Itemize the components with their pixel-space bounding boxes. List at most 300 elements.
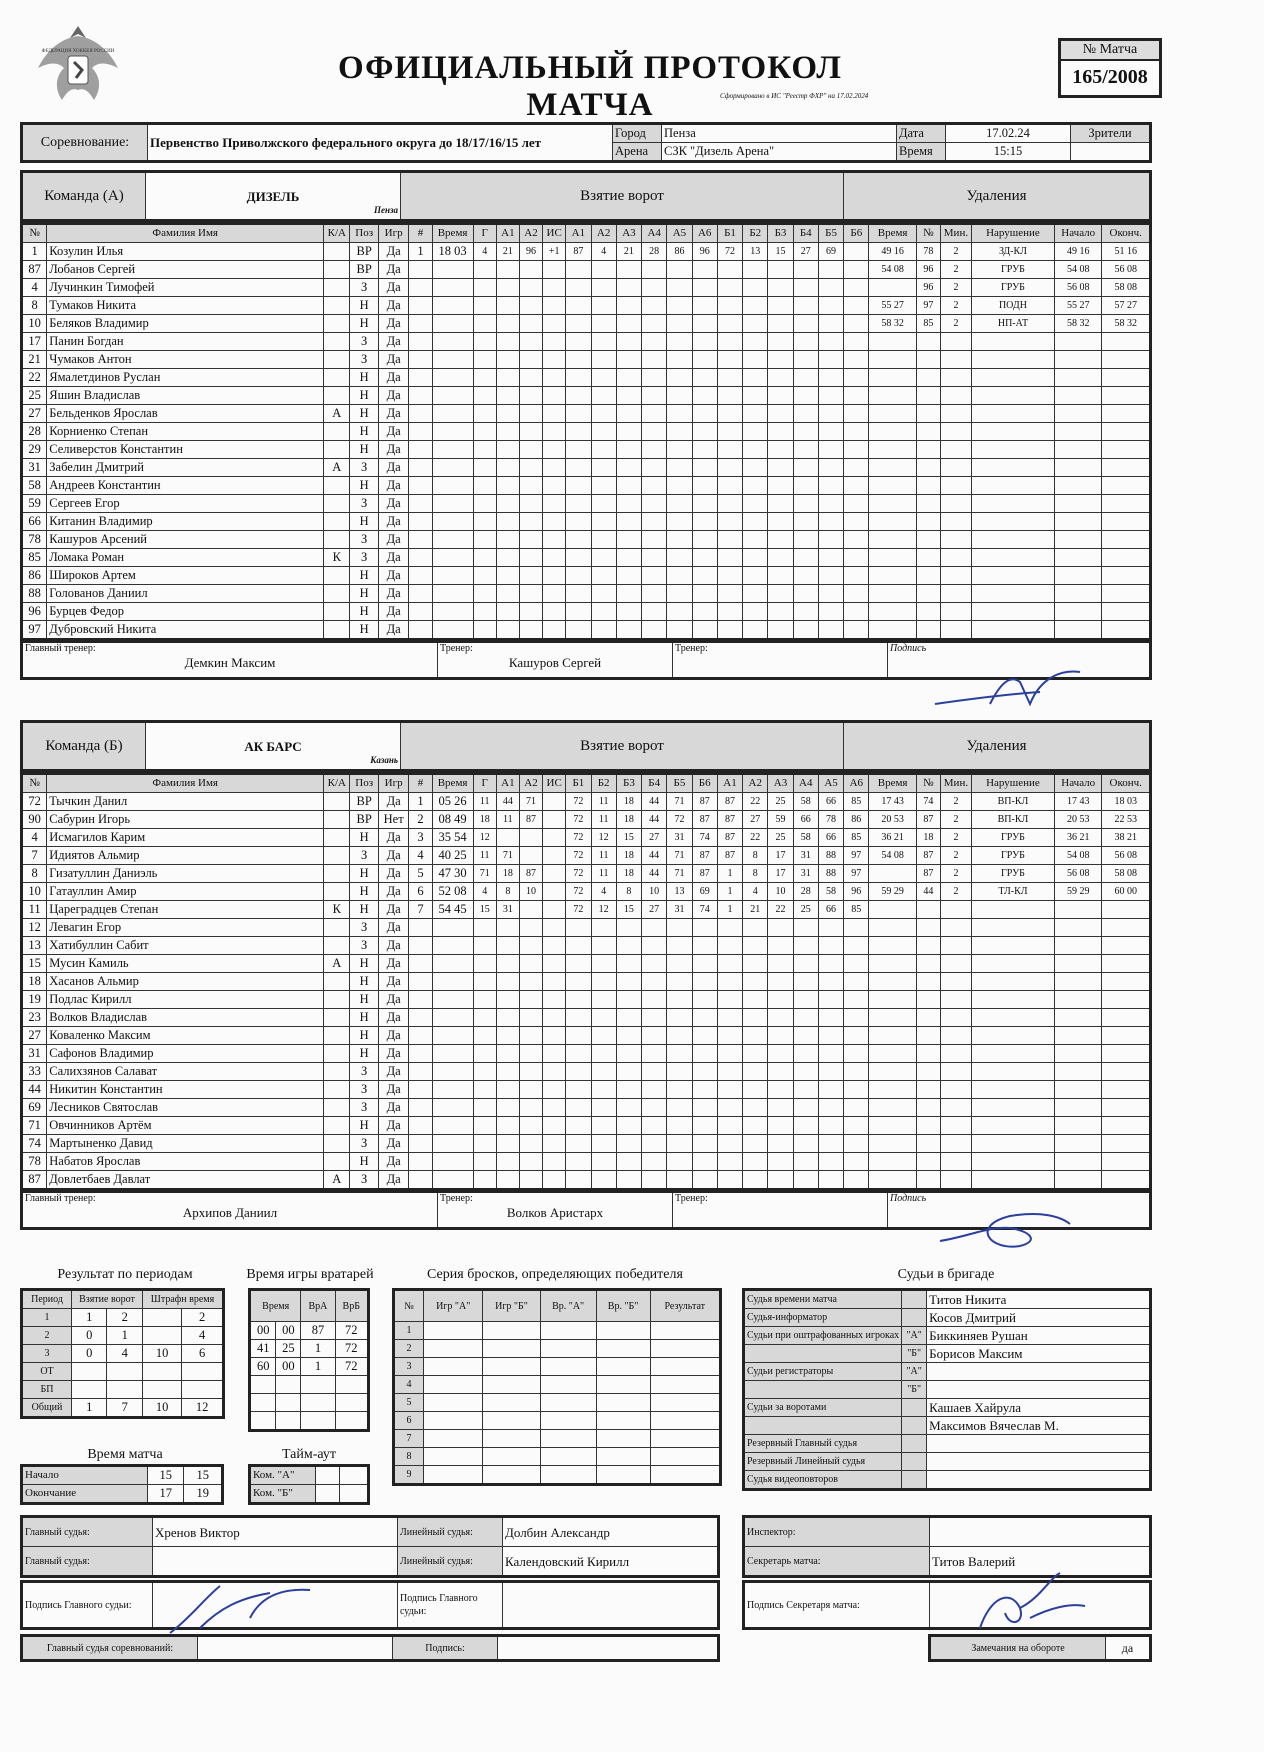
- period-name: БП: [22, 1381, 72, 1399]
- penalty-empty: [1055, 549, 1102, 567]
- goal-empty: [717, 279, 742, 297]
- period-value: 12: [182, 1399, 224, 1418]
- goal-empty: [717, 495, 742, 513]
- penalty-empty: [971, 423, 1054, 441]
- goal-empty: [496, 369, 519, 387]
- goal-empty: [692, 585, 717, 603]
- goal-empty: [591, 369, 616, 387]
- goal-empty: [642, 585, 667, 603]
- goal-empty: [496, 585, 519, 603]
- shootout-row: [394, 1322, 721, 1340]
- goal-empty: [844, 459, 869, 477]
- goal-empty: [692, 1027, 717, 1045]
- goal-empty: [818, 991, 843, 1009]
- goal-empty: [409, 1171, 432, 1190]
- penalty-empty: [941, 477, 972, 495]
- goal-onice: 58: [818, 883, 843, 901]
- match-time-title: Время матча: [87, 1447, 163, 1462]
- shootout-table: [392, 1288, 722, 1486]
- player-position: Н: [350, 1045, 378, 1063]
- goal-empty: [768, 1027, 793, 1045]
- player-row: [22, 387, 1151, 405]
- player-position: Н: [350, 865, 378, 883]
- player-number: 15: [22, 955, 47, 973]
- goal-empty: [667, 513, 692, 531]
- period-value: [142, 1327, 181, 1345]
- penalty-empty: [971, 1063, 1054, 1081]
- goal-empty: [616, 603, 641, 621]
- official-tag: "А": [902, 1363, 927, 1381]
- player-name: Широков Артем: [47, 567, 324, 585]
- official-tag: "А": [902, 1327, 927, 1345]
- goal-empty: [432, 1045, 473, 1063]
- player-played: Да: [378, 549, 409, 567]
- player-role: [324, 1135, 350, 1153]
- penalty-empty: [971, 549, 1054, 567]
- player-name: Сафонов Владимир: [47, 1045, 324, 1063]
- period-value: [182, 1363, 224, 1381]
- goal-empty: [793, 1063, 818, 1081]
- player-played: Да: [378, 1099, 409, 1117]
- goal-empty: [566, 351, 591, 369]
- penalty-minutes: 2: [941, 243, 972, 261]
- goal-empty: [543, 549, 566, 567]
- player-row: [22, 603, 1151, 621]
- player-name: Овчинников Артём: [47, 1117, 324, 1135]
- penalty-start: 56 08: [1055, 279, 1102, 297]
- player-position: ВР: [350, 261, 378, 279]
- linesman-label-1: Линейный судья:: [398, 1517, 503, 1547]
- official-row: [744, 1309, 1151, 1327]
- goal-empty: [543, 441, 566, 459]
- goal-empty: [692, 1063, 717, 1081]
- player-row: [22, 315, 1151, 333]
- goal-empty: [768, 441, 793, 459]
- player-number: 22: [22, 369, 47, 387]
- player-row: [22, 1027, 1151, 1045]
- goal-empty: [793, 1045, 818, 1063]
- goal-empty: [566, 1063, 591, 1081]
- goal-empty: [743, 1117, 768, 1135]
- team-b-penalties-title: Удаления: [844, 722, 1151, 771]
- goal-onice: 17: [768, 865, 793, 883]
- penalty-empty: [941, 513, 972, 531]
- goal-empty: [793, 1027, 818, 1045]
- shootout-row: [394, 1448, 721, 1466]
- goal-empty: [409, 1117, 432, 1135]
- penalty-empty: [869, 603, 916, 621]
- head-coach-name: Архипов Даниил: [182, 1205, 278, 1220]
- goal-empty: [667, 1153, 692, 1171]
- goal-empty: [844, 297, 869, 315]
- penalty-time: 49 16: [869, 243, 916, 261]
- player-role: [324, 369, 350, 387]
- goal-empty: [717, 585, 742, 603]
- goal-onice: 21: [743, 901, 768, 919]
- main-referee-name-2: [153, 1547, 398, 1577]
- goal-empty: [566, 459, 591, 477]
- goalie-value: 00: [276, 1322, 301, 1340]
- goal-onice: 97: [844, 847, 869, 865]
- goal-empty: [543, 387, 566, 405]
- goal-empty: [473, 1171, 496, 1190]
- goal-empty: [818, 423, 843, 441]
- goal-empty: [519, 919, 542, 937]
- goal-onice: 1: [717, 883, 742, 901]
- player-position: Н: [350, 603, 378, 621]
- player-position: З: [350, 351, 378, 369]
- goal-empty: [692, 1153, 717, 1171]
- shootout-cell: [650, 1412, 720, 1430]
- team-b-head-coach-cell: [22, 1192, 438, 1229]
- goal-empty: [793, 423, 818, 441]
- shootout-cell: [540, 1340, 596, 1358]
- penalty-empty: [941, 1045, 972, 1063]
- goal-empty: [566, 603, 591, 621]
- shootout-cell: [650, 1322, 720, 1340]
- player-name: Лобанов Сергей: [47, 261, 324, 279]
- penalty-empty: [916, 1081, 940, 1099]
- date-value: 17.02.24: [946, 124, 1071, 143]
- goal-empty: [818, 919, 843, 937]
- goal-empty: [519, 513, 542, 531]
- player-number: 96: [22, 603, 47, 621]
- goalie-value: [276, 1394, 301, 1412]
- player-number: 90: [22, 811, 47, 829]
- player-played: Да: [378, 531, 409, 549]
- official-row: [744, 1345, 1151, 1363]
- goal-empty: [591, 477, 616, 495]
- player-name: Набатов Ярослав: [47, 1153, 324, 1171]
- goal-empty: [667, 991, 692, 1009]
- penalty-empty: [971, 1117, 1054, 1135]
- player-name: Коваленко Максим: [47, 1027, 324, 1045]
- goal-empty: [473, 1027, 496, 1045]
- penalty-empty: [916, 1171, 940, 1190]
- official-tag: "Б": [902, 1381, 927, 1399]
- penalty-empty: [869, 973, 916, 991]
- generated-note: Сформировано в ИС "Реестр ФХР" на 17.02.2024: [720, 92, 869, 100]
- goal-empty: [543, 495, 566, 513]
- match-number-label: № Матча: [1061, 41, 1159, 61]
- goal-empty: [743, 1099, 768, 1117]
- goal-time: 40 25: [432, 847, 473, 865]
- goal-empty: [409, 1099, 432, 1117]
- goalie-value: 00: [276, 1358, 301, 1376]
- player-played: Да: [378, 459, 409, 477]
- official-row: [744, 1471, 1151, 1490]
- goal-empty: [692, 1099, 717, 1117]
- start-min: 15: [184, 1466, 223, 1485]
- player-number: 17: [22, 333, 47, 351]
- penalty-empty: [971, 531, 1054, 549]
- player-position: Н: [350, 901, 378, 919]
- goal-empty: [717, 333, 742, 351]
- official-row: [744, 1381, 1151, 1399]
- player-name: Тумаков Никита: [47, 297, 324, 315]
- goal-time: 08 49: [432, 811, 473, 829]
- goal-num: 5: [409, 865, 432, 883]
- goalie-value: [335, 1412, 368, 1431]
- period-row: [22, 1345, 224, 1363]
- penalty-empty: [1102, 1009, 1151, 1027]
- player-name: Андреев Константин: [47, 477, 324, 495]
- penalty-empty: [1055, 1135, 1102, 1153]
- goal-onice: 66: [818, 829, 843, 847]
- end-hour: 17: [148, 1485, 184, 1504]
- player-position: Н: [350, 441, 378, 459]
- sign-label: Подпись:: [393, 1636, 498, 1661]
- penalty-empty: [1102, 1099, 1151, 1117]
- penalty-empty: [1102, 1153, 1151, 1171]
- penalty-start: 20 53: [1055, 811, 1102, 829]
- goal-empty: [793, 955, 818, 973]
- goal-empty: [496, 603, 519, 621]
- remarks-label: Замечания на обороте: [930, 1636, 1106, 1661]
- goal-empty: [409, 937, 432, 955]
- shootout-cell: [540, 1394, 596, 1412]
- player-played: Да: [378, 1081, 409, 1099]
- goal-empty: [743, 261, 768, 279]
- goal-onice: 86: [667, 243, 692, 261]
- goal-empty: [844, 513, 869, 531]
- player-number: 27: [22, 1027, 47, 1045]
- goal-empty: [473, 1135, 496, 1153]
- goal-empty: [432, 1135, 473, 1153]
- goal-empty: [818, 1099, 843, 1117]
- competition-referee-value: [198, 1636, 393, 1661]
- goal-empty: [818, 531, 843, 549]
- col-goal-5: ИС: [543, 774, 566, 793]
- player-role: [324, 829, 350, 847]
- coach-b-signature: [930, 1206, 1080, 1256]
- goal-empty: [473, 387, 496, 405]
- player-number: 1: [22, 243, 47, 261]
- goal-empty: [432, 405, 473, 423]
- goal-empty: [519, 585, 542, 603]
- goal-empty: [818, 937, 843, 955]
- player-role: [324, 585, 350, 603]
- penalty-empty: [869, 919, 916, 937]
- goal-empty: [566, 261, 591, 279]
- shootout-cell: [424, 1394, 483, 1412]
- goal-num: 4: [409, 847, 432, 865]
- goal-empty: [667, 297, 692, 315]
- penalty-empty: [916, 955, 940, 973]
- penalty-empty: [1055, 351, 1102, 369]
- player-position: Н: [350, 387, 378, 405]
- goal-empty: [667, 549, 692, 567]
- player-number: 78: [22, 531, 47, 549]
- coach2-label: Тренер:: [675, 1193, 708, 1204]
- player-position: З: [350, 1171, 378, 1190]
- shootout-cell: [540, 1358, 596, 1376]
- timeout-title: Тайм-аут: [281, 1447, 337, 1462]
- goal-empty: [692, 549, 717, 567]
- goal-empty: [793, 297, 818, 315]
- period-value: 4: [107, 1345, 142, 1363]
- shootout-col-5: Результат: [650, 1290, 720, 1322]
- inspector-table: [742, 1515, 1152, 1578]
- player-row: [22, 621, 1151, 640]
- player-row: [22, 1081, 1151, 1099]
- goal-empty: [591, 351, 616, 369]
- official-role: Судья времени матча: [744, 1290, 902, 1309]
- player-role: [324, 1009, 350, 1027]
- col-goal-3: А1: [496, 774, 519, 793]
- player-position: З: [350, 937, 378, 955]
- goal-empty: [566, 369, 591, 387]
- goal-onice: 13: [667, 883, 692, 901]
- col-goal-5: ИС: [543, 224, 566, 243]
- player-position: Н: [350, 369, 378, 387]
- goal-empty: [743, 477, 768, 495]
- player-row: [22, 811, 1151, 829]
- goal-empty: [496, 279, 519, 297]
- goal-empty: [743, 549, 768, 567]
- official-row: [744, 1290, 1151, 1309]
- goal-onice: 87: [692, 811, 717, 829]
- goal-empty: [642, 441, 667, 459]
- goal-empty: [642, 297, 667, 315]
- goal-onice: 86: [844, 811, 869, 829]
- goal-empty: [818, 1153, 843, 1171]
- goal-field: 4: [473, 243, 496, 261]
- player-name: Левагин Егор: [47, 919, 324, 937]
- col-pos: Поз: [350, 224, 378, 243]
- goal-empty: [768, 919, 793, 937]
- goal-empty: [642, 621, 667, 640]
- coach-label: Тренер:: [440, 643, 473, 654]
- goal-empty: [591, 1099, 616, 1117]
- goal-empty: [473, 1153, 496, 1171]
- goal-empty: [591, 621, 616, 640]
- penalty-empty: [869, 513, 916, 531]
- goal-onice: 1: [717, 901, 742, 919]
- goal-empty: [667, 495, 692, 513]
- penalty-empty: [1102, 531, 1151, 549]
- goal-empty: [616, 1009, 641, 1027]
- goalie-value: 41: [250, 1340, 276, 1358]
- goal-field: [543, 829, 566, 847]
- col-goal-0: #: [409, 224, 432, 243]
- goal-empty: [566, 567, 591, 585]
- player-row: [22, 1135, 1151, 1153]
- goal-empty: [667, 1009, 692, 1027]
- player-played: Да: [378, 1171, 409, 1190]
- goals-col: Взятие ворот: [72, 1290, 143, 1309]
- player-position: Н: [350, 829, 378, 847]
- penalty-empty: [1102, 441, 1151, 459]
- penalty-empty: [1102, 603, 1151, 621]
- goal-empty: [818, 1171, 843, 1190]
- player-number: 27: [22, 405, 47, 423]
- player-role: [324, 1099, 350, 1117]
- goal-empty: [743, 955, 768, 973]
- goal-empty: [591, 955, 616, 973]
- goal-empty: [768, 549, 793, 567]
- goal-onice: 27: [642, 901, 667, 919]
- penalty-end: 18 03: [1102, 793, 1151, 811]
- goal-empty: [667, 1171, 692, 1190]
- player-row: [22, 883, 1151, 901]
- goal-onice: 11: [591, 811, 616, 829]
- col-no: №: [22, 224, 47, 243]
- goal-empty: [616, 495, 641, 513]
- official-name: Косов Дмитрий: [927, 1309, 1151, 1327]
- penalty-empty: [1055, 459, 1102, 477]
- player-played: Да: [378, 243, 409, 261]
- goalie-row: [250, 1322, 369, 1340]
- player-row: [22, 567, 1151, 585]
- goal-empty: [473, 937, 496, 955]
- goal-empty: [473, 585, 496, 603]
- goal-empty: [519, 315, 542, 333]
- penalty-empty: [869, 1045, 916, 1063]
- penalty-empty: [1055, 567, 1102, 585]
- penalty-minutes: 2: [941, 811, 972, 829]
- player-number: 85: [22, 549, 47, 567]
- periods-table: [20, 1288, 225, 1419]
- penalty-empty: [1055, 1045, 1102, 1063]
- goal-empty: [616, 973, 641, 991]
- player-played: Да: [378, 603, 409, 621]
- goal-empty: [642, 1153, 667, 1171]
- penalty-end: 51 16: [1102, 243, 1151, 261]
- penalty-empty: [916, 423, 940, 441]
- period-value: 1: [107, 1327, 142, 1345]
- goal-empty: [793, 549, 818, 567]
- goal-onice: 22: [743, 793, 768, 811]
- official-role: [744, 1417, 902, 1435]
- player-row: [22, 1099, 1151, 1117]
- goal-field: [519, 847, 542, 865]
- col-goal-0: #: [409, 774, 432, 793]
- goal-empty: [409, 477, 432, 495]
- goal-empty: [409, 1009, 432, 1027]
- goal-empty: [768, 405, 793, 423]
- goal-empty: [844, 1171, 869, 1190]
- player-number: 86: [22, 567, 47, 585]
- goal-empty: [768, 531, 793, 549]
- goal-empty: [793, 1081, 818, 1099]
- goal-empty: [543, 567, 566, 585]
- goal-empty: [566, 333, 591, 351]
- goal-empty: [566, 991, 591, 1009]
- goal-onice: 72: [667, 811, 692, 829]
- team-b-roster-table: [20, 772, 1152, 1191]
- shootout-cell: [424, 1322, 483, 1340]
- team-b-name: АК БАРС Казань: [146, 722, 401, 771]
- goal-empty: [717, 1081, 742, 1099]
- goal-empty: [818, 459, 843, 477]
- player-number: 59: [22, 495, 47, 513]
- goal-onice: 96: [692, 243, 717, 261]
- goalie-value: [301, 1412, 335, 1431]
- penalty-time: 20 53: [869, 811, 916, 829]
- team-a-city: Пенза: [373, 205, 398, 215]
- signature-table: [20, 1580, 720, 1630]
- penalty-empty: [1102, 991, 1151, 1009]
- goal-empty: [473, 441, 496, 459]
- official-tag: [902, 1399, 927, 1417]
- goal-empty: [616, 1099, 641, 1117]
- player-role: [324, 513, 350, 531]
- goal-empty: [616, 369, 641, 387]
- goal-empty: [818, 1117, 843, 1135]
- goal-empty: [692, 919, 717, 937]
- goal-onice: 72: [566, 811, 591, 829]
